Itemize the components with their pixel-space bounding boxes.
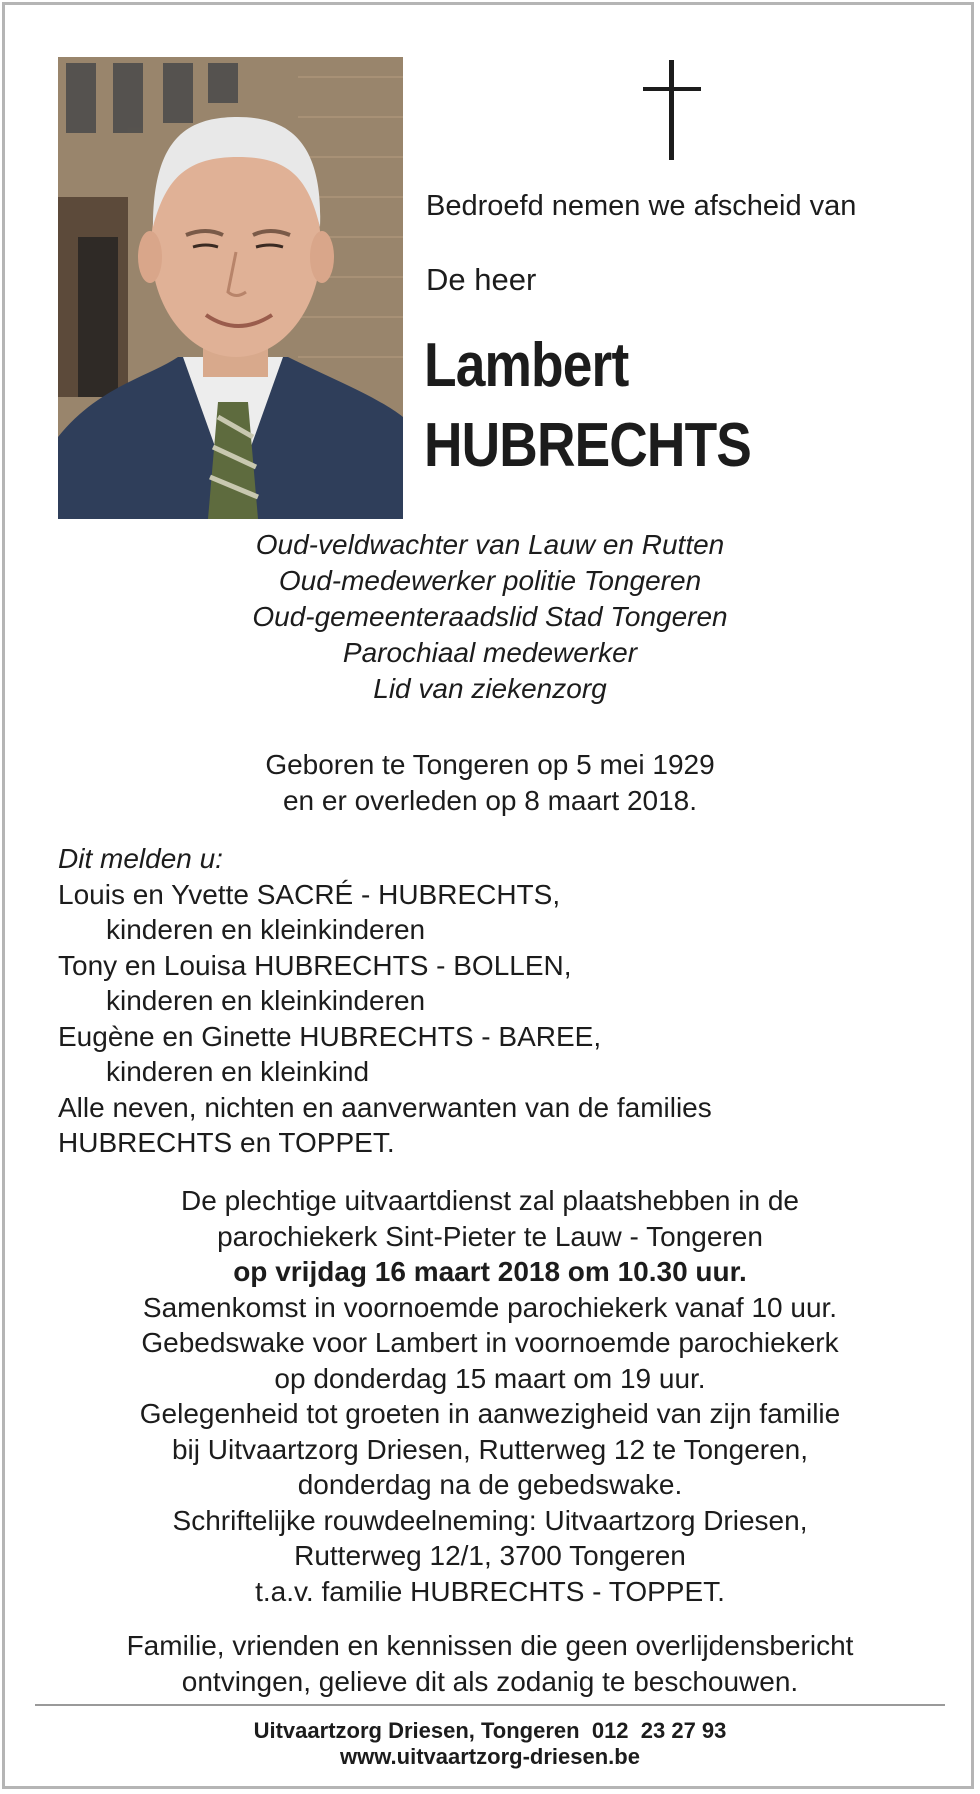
role-line: Parochiaal medewerker — [342, 637, 638, 668]
role-line: Oud-veldwachter van Lauw en Rutten — [255, 529, 725, 560]
birth-line: Geboren te Tongeren op 5 mei 1929 — [265, 749, 715, 780]
closing-note — [0, 1628, 980, 1700]
service-line: parochiekerk Sint-Pieter te Lauw - Tongeren — [217, 1220, 763, 1252]
service-line: t.a.v. familie HUBRECHTS - TOPPET. — [255, 1575, 725, 1607]
family-line: Tony en Louisa HUBRECHTS - BOLLEN, — [58, 949, 572, 981]
family-announcers — [58, 841, 712, 1161]
family-line: kinderen en kleinkinderen — [106, 914, 426, 945]
service-line: Schriftelijke rouwdeelneming: Uitvaartzorg Driesen, — [172, 1504, 808, 1536]
family-line: Alle neven, nichten en aanverwanten van de families — [58, 1091, 712, 1123]
service-line: Samenkomst in voornoemde parochiekerk vanaf 10 uur. — [142, 1291, 838, 1323]
service-line: donderdag na de gebedswake. — [297, 1469, 683, 1500]
role-line: Lid van ziekenzorg — [373, 673, 607, 704]
funeral-home-name: Uitvaartzorg Driesen, Tongeren — [253, 1718, 580, 1743]
footer-contact-line — [0, 1718, 980, 1744]
role-line: Oud-medewerker politie Tongeren — [278, 565, 702, 596]
footer — [0, 1718, 980, 1770]
intro-text: Bedroefd nemen we afscheid van — [426, 190, 857, 222]
closing-line: ontvingen, gelieve dit als zodanig te beschouwen. — [181, 1666, 799, 1697]
portrait-photo — [58, 57, 403, 519]
service-line: De plechtige uitvaartdienst zal plaatshebben in de — [181, 1185, 799, 1216]
family-lead: Dit melden u: — [58, 843, 223, 874]
death-line: en er overleden op 8 maart 2018. — [282, 785, 698, 816]
cross-icon — [643, 60, 701, 160]
service-line: bij Uitvaartzorg Driesen, Rutterweg 12 te Tongeren, — [171, 1433, 809, 1465]
footer-divider — [35, 1704, 945, 1706]
service-datetime: op vrijdag 16 maart 2018 om 10.30 uur. — [233, 1256, 747, 1287]
family-line: HUBRECHTS en TOPPET. — [58, 1127, 395, 1158]
family-line: Eugène en Ginette HUBRECHTS - BAREE, — [58, 1020, 602, 1052]
service-details — [0, 1183, 980, 1609]
service-line: Gebedswake voor Lambert in voornoemde parochiekerk — [141, 1327, 839, 1358]
deceased-first-name: Lambert — [424, 331, 629, 400]
service-line: op donderdag 15 maart om 19 uur. — [274, 1362, 706, 1394]
family-line: kinderen en kleinkinderen — [106, 985, 426, 1016]
funeral-home-phone: 012 23 27 93 — [591, 1718, 727, 1743]
family-line: Louis en Yvette SACRÉ - HUBRECHTS, — [58, 878, 561, 910]
family-line: kinderen en kleinkind — [106, 1056, 370, 1087]
roles-list — [0, 527, 980, 707]
funeral-home-website: www.uitvaartzorg-driesen.be — [340, 1744, 640, 1769]
role-line: Oud-gemeenteraadslid Stad Tongeren — [252, 601, 728, 632]
deceased-last-name: HUBRECHTS — [424, 411, 752, 480]
honorific: De heer — [426, 262, 537, 297]
service-line: Gelegenheid tot groeten in aanwezigheid van zijn familie — [139, 1398, 841, 1429]
service-line: Rutterweg 12/1, 3700 Tongeren — [294, 1540, 686, 1571]
closing-line: Familie, vrienden en kennissen die geen overlijdensbericht — [126, 1630, 854, 1661]
life-dates — [0, 747, 980, 819]
portrait-illustration — [58, 57, 403, 519]
